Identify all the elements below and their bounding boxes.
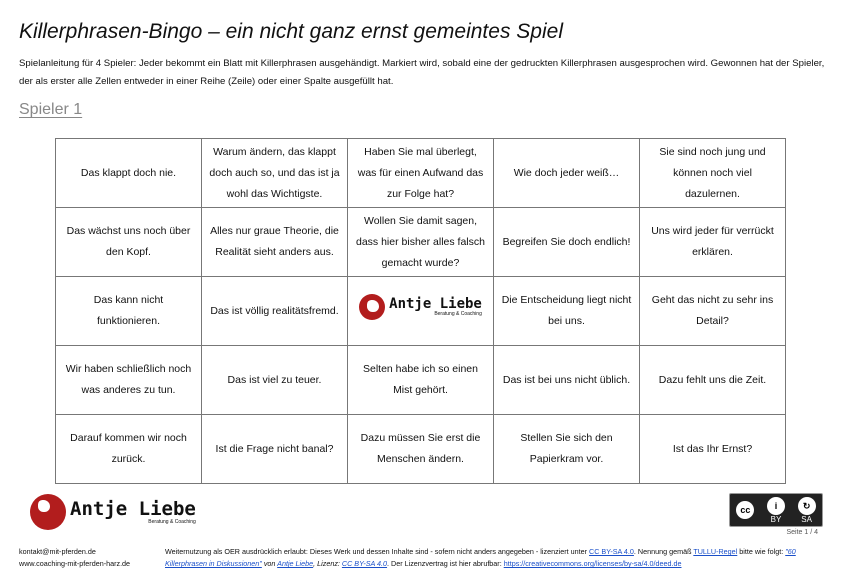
bingo-cell[interactable]: Sie sind noch jung und können noch viel dazulernen. — [640, 139, 786, 208]
website: www.coaching-mit-pferden-harz.de — [19, 559, 131, 568]
bingo-cell[interactable]: Begreifen Sie doch endlich! — [494, 208, 640, 277]
logo-name: Antje Liebe — [70, 497, 196, 520]
horse-logo-icon — [30, 494, 66, 530]
center-logo — [359, 294, 482, 320]
bingo-cell[interactable]: Dazu müssen Sie erst die Menschen ändern. — [348, 415, 494, 484]
bingo-cell[interactable]: Stellen Sie sich den Papierkram vor. — [494, 415, 640, 484]
cc-icon: cc — [736, 501, 754, 519]
bingo-cell[interactable]: Wie doch jeder weiß… — [494, 139, 640, 208]
work-title-link[interactable]: "60 Killerphrasen in Diskussionen" — [165, 547, 796, 568]
license-url-link[interactable]: https://creativecommons.org/licenses/by-sa/4.0/deed.de — [503, 559, 682, 568]
sa-label: SA — [801, 514, 812, 524]
bingo-cell[interactable]: Wollen Sie damit sagen, dass hier bisher alles falsch gemacht wurde? — [348, 208, 494, 277]
page-number: Seite 1 / 4 — [786, 529, 818, 536]
logo-name: Antje Liebe — [389, 296, 482, 312]
bingo-cell[interactable]: Geht das nicht zu sehr ins Detail? — [640, 277, 786, 346]
bingo-cell[interactable]: Die Entscheidung liegt nicht bei uns. — [494, 277, 640, 346]
grid-row — [56, 139, 786, 208]
bingo-cell[interactable] — [348, 277, 494, 346]
bingo-cell[interactable]: Selten habe ich so einen Mist gehört. — [348, 346, 494, 415]
license-text: , Lizenz: — [313, 559, 342, 568]
bingo-cell[interactable]: Darauf kommen wir noch zurück. — [56, 415, 202, 484]
license-text: . Der Lizenzvertrag ist hier abrufbar: — [387, 559, 504, 568]
horse-logo-icon — [359, 294, 385, 320]
instructions: Spielanleitung für 4 Spieler: Jeder bekommt ein Blatt mit Killerphrasen ausgehändigt. Markiert wird, sobald eine der gedruckten Killerphrasen ausgesprochen wird. Gewonnen hat der Spieler, der als erster alle Zellen entweder in einer Reihe (Zeile) oder einer Spalte ausgefüllt hat. — [19, 58, 825, 87]
by-label: BY — [770, 514, 782, 524]
license-text: . Nennung gemäß — [633, 547, 694, 556]
grid-row — [56, 277, 786, 346]
license-text: von — [261, 559, 278, 568]
bingo-cell[interactable]: Alles nur graue Theorie, die Realität sieht anders aus. — [202, 208, 348, 277]
page-title: Killerphrasen-Bingo – ein nicht ganz ernst gemeintes Spiel — [19, 20, 563, 43]
cc-by-sa-badge[interactable] — [729, 493, 823, 527]
logo-subtitle: Beratung & Coaching — [148, 518, 196, 525]
cc-license-link-2[interactable]: CC BY-SA 4.0 — [341, 559, 388, 568]
grid-row — [56, 208, 786, 277]
footer-contact — [19, 546, 130, 570]
bingo-cell[interactable]: Das kann nicht funktionieren. — [56, 277, 202, 346]
logo-subtitle: Beratung & Coaching — [434, 311, 482, 317]
author-link[interactable]: Antje Liebe — [277, 559, 314, 568]
footer-license — [165, 546, 835, 570]
bingo-cell[interactable]: Das ist bei uns nicht üblich. — [494, 346, 640, 415]
license-text: Weiternutzung als OER ausdrücklich erlaubt: Dieses Werk und dessen Inhalte sind - sofern nicht anders angegeben - lizenziert unter — [165, 547, 590, 556]
license-text: bitte wie folgt: — [737, 547, 786, 556]
bingo-cell[interactable]: Dazu fehlt uns die Zeit. — [640, 346, 786, 415]
by-icon: i — [767, 497, 785, 515]
bingo-cell[interactable]: Uns wird jeder für verrückt erklären. — [640, 208, 786, 277]
email: kontakt@mit-pferden.de — [19, 547, 96, 556]
bingo-cell[interactable]: Das wächst uns noch über den Kopf. — [56, 208, 202, 277]
bingo-grid — [55, 138, 786, 484]
sa-icon: ↻ — [798, 497, 816, 515]
bingo-cell[interactable]: Ist die Frage nicht banal? — [202, 415, 348, 484]
cc-license-link[interactable]: CC BY-SA 4.0 — [589, 547, 634, 556]
grid-row — [56, 346, 786, 415]
bingo-cell[interactable]: Das klappt doch nie. — [56, 139, 202, 208]
footer-logo — [30, 494, 196, 530]
bingo-cell[interactable]: Warum ändern, das klappt doch auch so, und das ist ja wohl das Wichtigste. — [202, 139, 348, 208]
player-heading: Spieler 1 — [19, 101, 83, 118]
grid-row — [56, 415, 786, 484]
bingo-cell[interactable]: Das ist völlig realitätsfremd. — [202, 277, 348, 346]
bingo-cell[interactable]: Haben Sie mal überlegt, was für einen Aufwand das zur Folge hat? — [348, 139, 494, 208]
bingo-cell[interactable]: Wir haben schließlich noch was anderes zu tun. — [56, 346, 202, 415]
tullu-link[interactable]: TULLU-Regel — [693, 547, 738, 556]
bingo-cell[interactable]: Ist das Ihr Ernst? — [640, 415, 786, 484]
bingo-cell[interactable]: Das ist viel zu teuer. — [202, 346, 348, 415]
